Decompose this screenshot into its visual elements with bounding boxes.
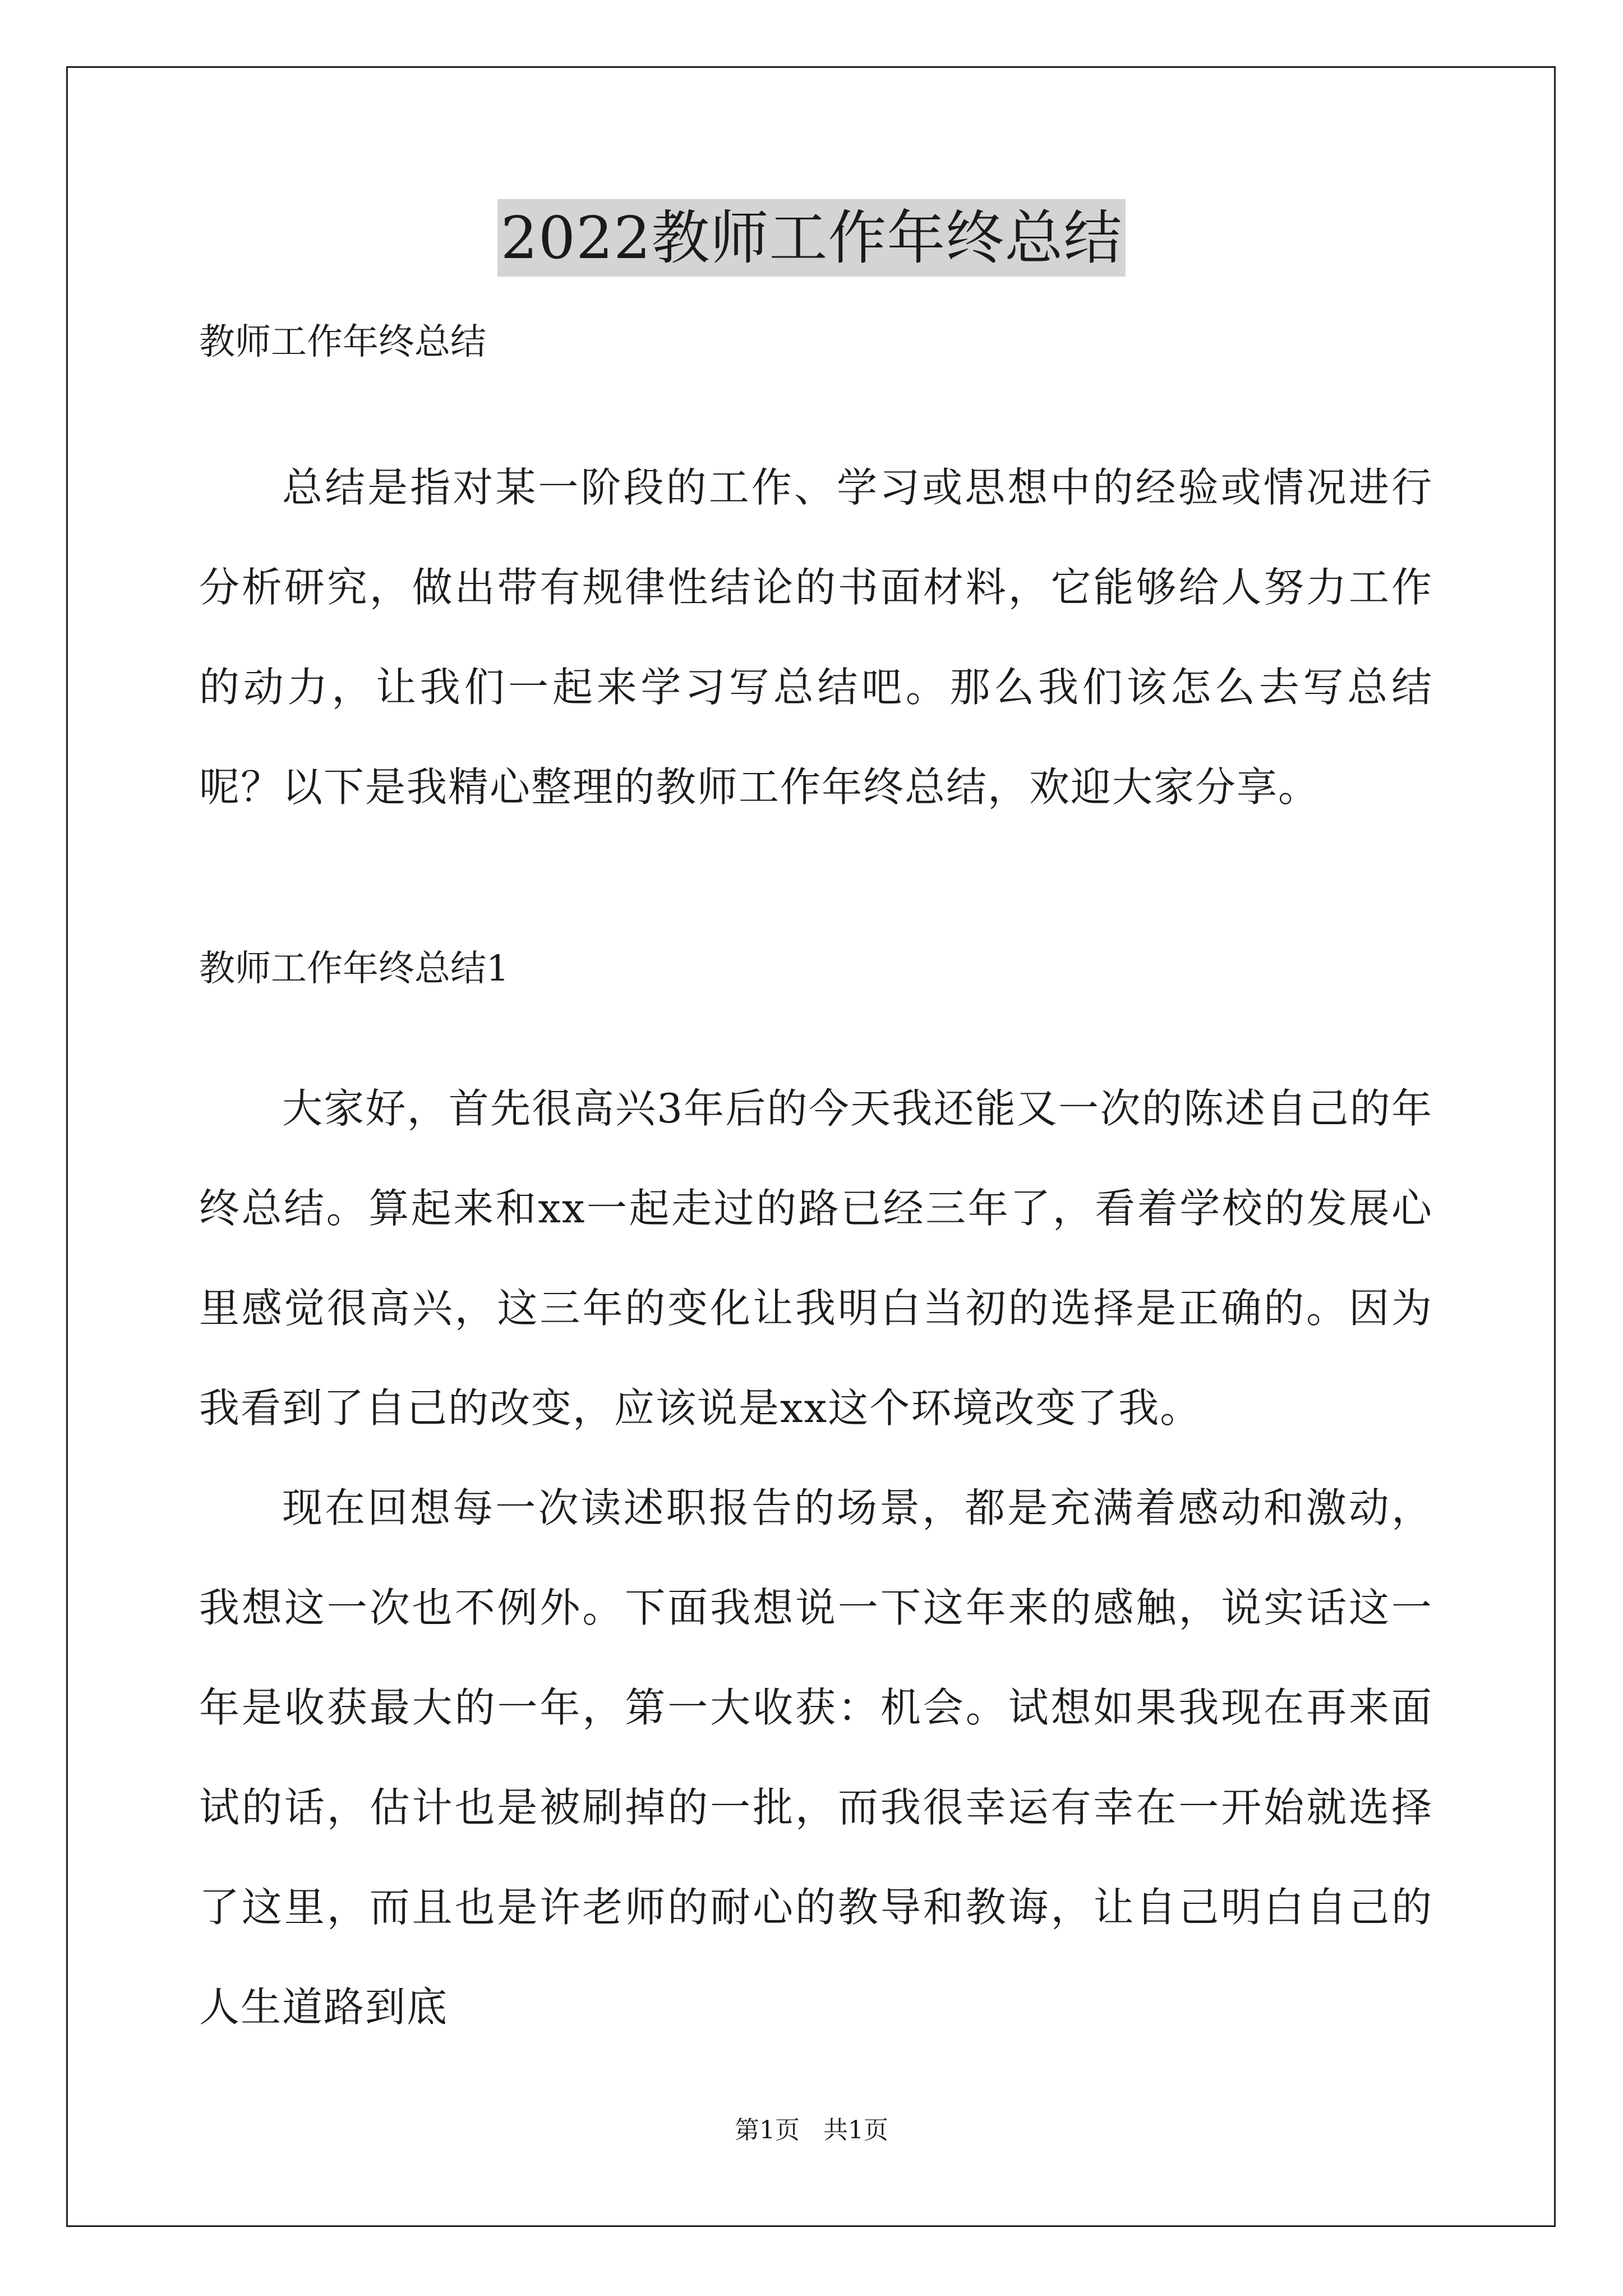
intro-paragraph: 总结是指对某一阶段的工作、学习或思想中的经验或情况进行分析研究，做出带有规律性结论的书面材料，它能够给人努力工作的动力，让我们一起来学习写总结吧。那么我们该怎么去写总结呢？以下是我精心整理的教师工作年终总结，欢迎大家分享。 xyxy=(199,464,1433,811)
page-total: 共1页 xyxy=(823,2116,888,2145)
document-body xyxy=(199,314,1433,2057)
page-number: 第1页 xyxy=(735,2116,800,2145)
section1-paragraph-2: 现在回想每一次读述职报告的场景，都是充满着感动和激动，我想这一次也不例外。下面我想说一下这年来的感触，说实话这一年是收获最大的一年，第一大收获：机会。试想如果我现在再来面试的话，估计也是被刷掉的一批，而我很幸运有幸在一开始就选择了这里，而且也是许老师的耐心的教导和教诲，让自己明白自己的人生道路到底 xyxy=(199,1484,1433,2031)
section1-heading: 教师工作年终总结1 xyxy=(199,948,509,990)
title-container xyxy=(0,199,1623,277)
document-title: 2022教师工作年终总结 xyxy=(497,199,1126,277)
intro-heading: 教师工作年终总结 xyxy=(199,321,486,363)
section1-paragraph-1: 大家好，首先很高兴3年后的今天我还能又一次的陈述自己的年终总结。算起来和xx一起走过的路已经三年了，看着学校的发展心里感觉很高兴，这三年的变化让我明白当初的选择是正确的。因为我看到了自己的改变，应该说是xx这个环境改变了我。 xyxy=(199,1085,1433,1432)
page-footer xyxy=(0,2114,1623,2147)
